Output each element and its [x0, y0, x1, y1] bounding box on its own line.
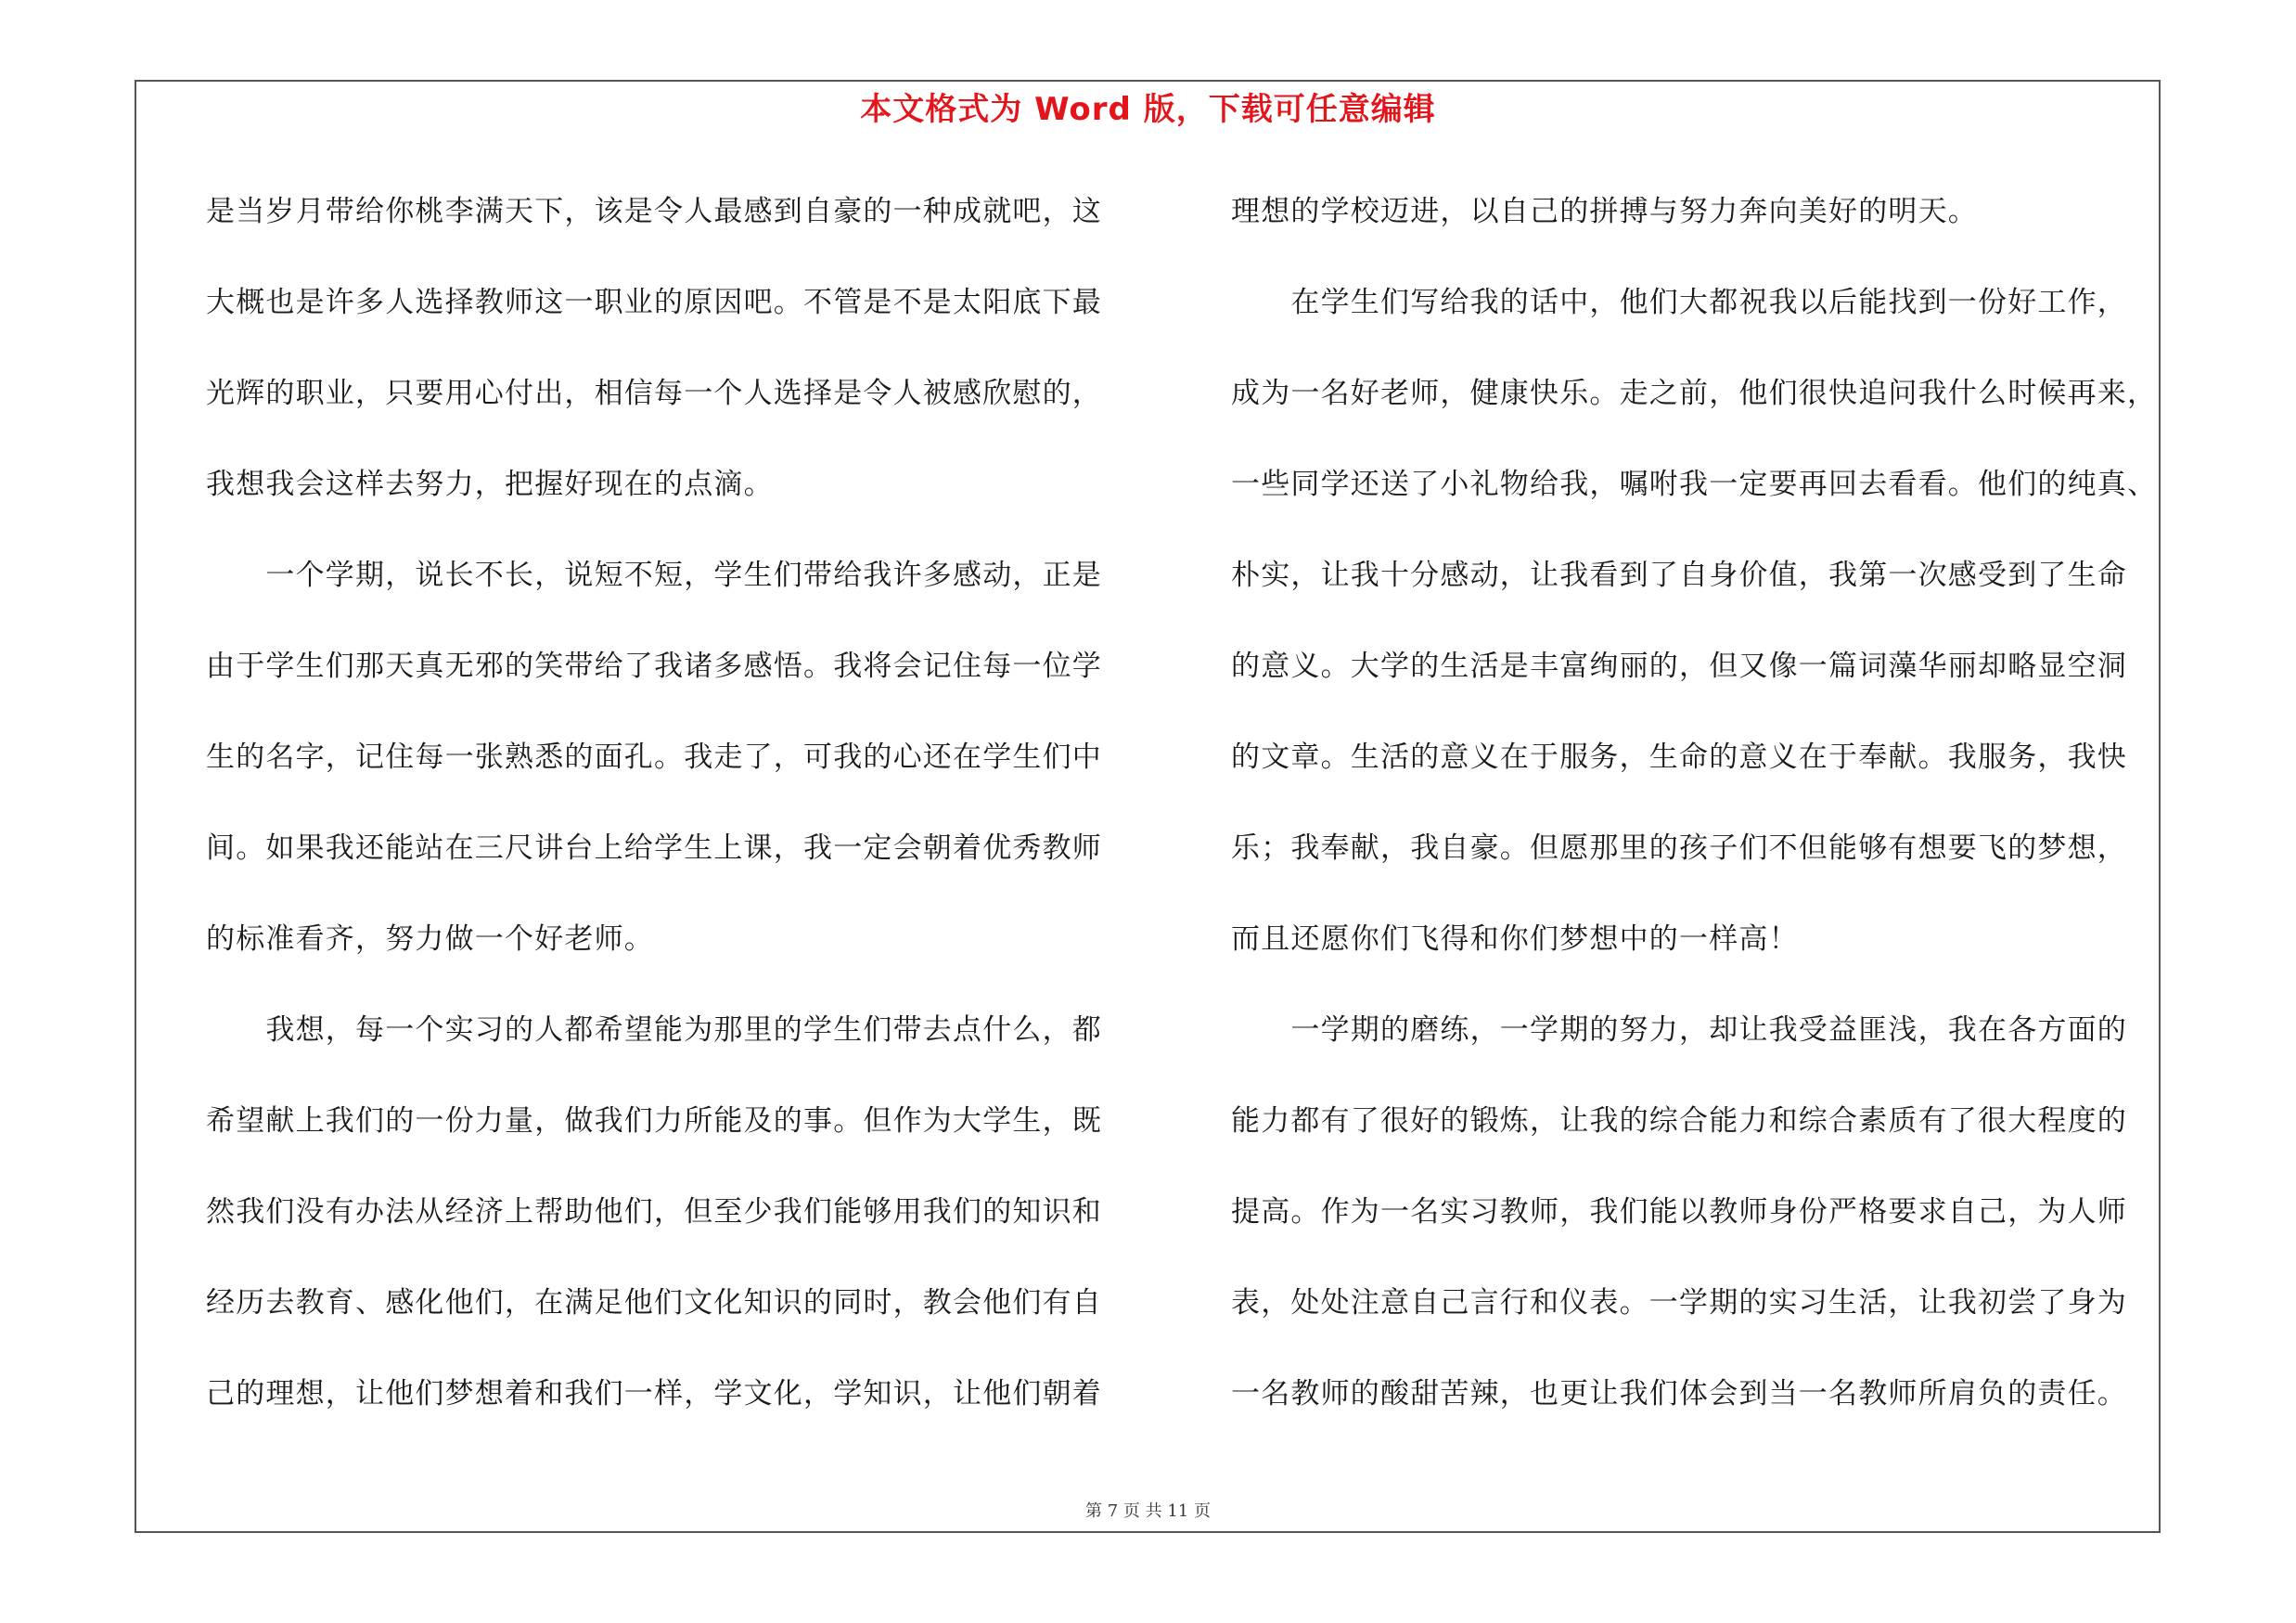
- text-line: 而且还愿你们飞得和你们梦想中的一样高！: [1231, 922, 1799, 956]
- text-line: 大概也是许多人选择教师这一职业的原因吧。不管是不是太阳底下最: [206, 286, 1102, 319]
- text-line: 成为一名好老师，健康快乐。走之前，他们很快追问我什么时候再来，: [1231, 377, 2158, 410]
- text-line: 的意义。大学的生活是丰富绚丽的，但又像一篇词藻华丽却略显空洞: [1231, 650, 2127, 683]
- text-line: 能力都有了很好的锻炼，让我的综合能力和综合素质有了很大程度的: [1231, 1104, 2127, 1138]
- text-line: 间。如果我还能站在三尺讲台上给学生上课，我一定会朝着优秀教师: [206, 831, 1102, 865]
- text-line: 一学期的磨练，一学期的努力，却让我受益匪浅，我在各方面的: [1231, 1013, 2127, 1047]
- text-line: 光辉的职业，只要用心付出，相信每一个人选择是令人被感欣慰的，: [206, 377, 1102, 410]
- text-line: 一名教师的酸甜苦辣，也更让我们体会到当一名教师所肩负的责任。: [1231, 1377, 2127, 1410]
- text-line: 在学生们写给我的话中，他们大都祝我以后能找到一份好工作，: [1231, 286, 2127, 319]
- text-line: 是当岁月带给你桃李满天下，该是令人最感到自豪的一种成就吧，这: [206, 195, 1102, 228]
- page-number: 第 7 页 共 11 页: [1085, 1501, 1211, 1521]
- text-line: 朴实，让我十分感动，让我看到了自身价值，我第一次感受到了生命: [1231, 559, 2127, 592]
- left-column: [206, 184, 1134, 1457]
- text-line: 乐；我奉献，我自豪。但愿那里的孩子们不但能够有想要飞的梦想，: [1231, 831, 2127, 865]
- text-line: 理想的学校迈进，以自己的拼搏与努力奔向美好的明天。: [1231, 195, 1978, 228]
- text-line: 然我们没有办法从经济上帮助他们，但至少我们能够用我们的知识和: [206, 1195, 1102, 1229]
- text-line: 经历去教育、感化他们，在满足他们文化知识的同时，教会他们有自: [206, 1286, 1102, 1320]
- text-line: 的标准看齐，努力做一个好老师。: [206, 922, 654, 956]
- text-line: 由于学生们那天真无邪的笑带给了我诸多感悟。我将会记住每一位学: [206, 650, 1102, 683]
- text-line: 一些同学还送了小礼物给我，嘱咐我一定要再回去看看。他们的纯真、: [1231, 468, 2158, 501]
- text-line: 我想，每一个实习的人都希望能为那里的学生们带去点什么，都: [206, 1013, 1102, 1047]
- text-line: 生的名字，记住每一张熟悉的面孔。我走了，可我的心还在学生们中: [206, 741, 1102, 774]
- text-line: 提高。作为一名实习教师，我们能以教师身份严格要求自己，为人师: [1231, 1195, 2127, 1229]
- right-column: [1231, 184, 2168, 1457]
- header-banner: 本文格式为 Word 版，下载可任意编辑: [860, 91, 1436, 128]
- text-line: 己的理想，让他们梦想着和我们一样，学文化，学知识，让他们朝着: [206, 1377, 1102, 1410]
- text-line: 希望献上我们的一份力量，做我们力所能及的事。但作为大学生，既: [206, 1104, 1102, 1138]
- text-line: 的文章。生活的意义在于服务，生命的意义在于奉献。我服务，我快: [1231, 741, 2127, 774]
- text-line: 一个学期，说长不长，说短不短，学生们带给我许多感动，正是: [206, 559, 1102, 592]
- text-line: 表，处处注意自己言行和仪表。一学期的实习生活，让我初尝了身为: [1231, 1286, 2127, 1320]
- text-line: 我想我会这样去努力，把握好现在的点滴。: [206, 468, 774, 501]
